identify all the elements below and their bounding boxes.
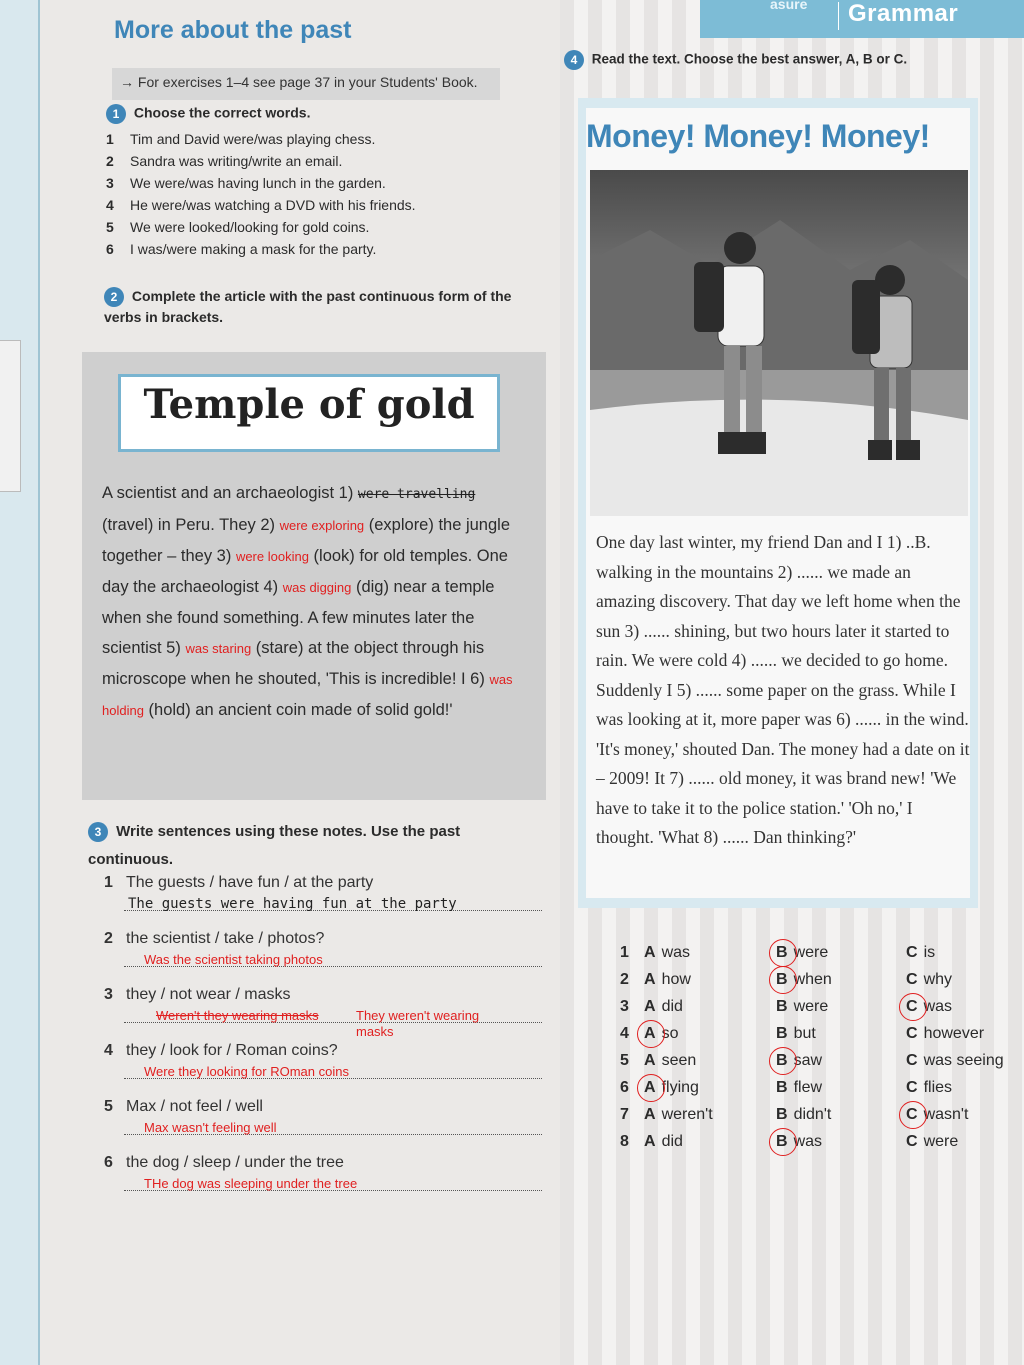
- option-a[interactable]: A how: [644, 971, 691, 988]
- written-answer: The guests were having fun at the party: [128, 896, 457, 912]
- list-item: 6 I was/were making a mask for the party.: [106, 241, 377, 257]
- choice-row: 5 A seen B saw C was seeing: [620, 1052, 1004, 1069]
- exercise-3-list: [104, 874, 544, 1210]
- option-a[interactable]: A so: [644, 1025, 679, 1042]
- written-answer: Max wasn't feeling well: [144, 1120, 277, 1135]
- written-answer: Was the scientist taking photos: [144, 952, 323, 967]
- written-answer: Were they looking for ROman coins: [144, 1064, 349, 1079]
- section-title: Grammar: [848, 0, 959, 27]
- answer-2: were exploring: [279, 518, 365, 533]
- exercise-1: [106, 104, 526, 260]
- crossed-answer: Weren't they wearing masks: [156, 1008, 319, 1023]
- option-c[interactable]: C why: [906, 971, 953, 988]
- written-answer-cont: masks: [356, 1024, 394, 1039]
- written-answer: THe dog was sleeping under the tree: [144, 1176, 358, 1191]
- exercise-2-instruction: [104, 286, 534, 328]
- option-b[interactable]: B were: [776, 944, 829, 961]
- option-b[interactable]: B but: [776, 1025, 816, 1042]
- reference-text: → For exercises 1–4 see page 37 in your Students' Book.: [120, 74, 478, 90]
- choice-row: 8 A did B was C were: [620, 1133, 959, 1150]
- answer-4: was digging: [282, 580, 352, 595]
- exercise-4-instruction: [564, 50, 1004, 70]
- option-a[interactable]: A did: [644, 998, 683, 1015]
- reading-card: [578, 98, 978, 908]
- sentence-item: 4 they / look for / Roman coins? Were they looking for ROman coins: [104, 1042, 544, 1098]
- option-a[interactable]: A was: [644, 944, 691, 961]
- book-edge: [0, 0, 40, 1365]
- exercise-3-instruction: [88, 818, 528, 874]
- exercise-instruction: Write sentences using these notes. Use the past continuous.: [88, 823, 461, 868]
- answer-3: were looking: [235, 549, 309, 564]
- list-item: 3 We were/was having lunch in the garden.: [106, 175, 386, 191]
- exercise-number: 2: [104, 287, 124, 307]
- option-c[interactable]: C was: [906, 998, 953, 1015]
- answer-6: was holding: [102, 672, 513, 718]
- answer-5: was staring: [185, 641, 252, 656]
- choice-row: 3 A did B were C was: [620, 998, 953, 1015]
- option-b[interactable]: B was: [776, 1133, 823, 1150]
- exercise-number: 3: [88, 822, 108, 842]
- exercise-instruction: Choose the correct words.: [133, 104, 311, 121]
- option-c[interactable]: C flies: [906, 1079, 953, 1096]
- choice-row: 6 A flying B flew C flies: [620, 1079, 953, 1096]
- list-item: 2 Sandra was writing/write an email.: [106, 153, 343, 169]
- exercise-list: [106, 128, 526, 260]
- article-title: Temple of gold: [143, 381, 475, 428]
- sentence-item: 6 the dog / sleep / under the tree THe dog was sleeping under the tree: [104, 1154, 544, 1210]
- choice-row: 7 A weren't B didn't C wasn't: [620, 1106, 969, 1123]
- section-header: [700, 0, 1024, 38]
- option-b[interactable]: B saw: [776, 1052, 823, 1069]
- option-b[interactable]: B were: [776, 998, 829, 1015]
- choice-row: 4 A so B but C however: [620, 1025, 985, 1042]
- sentence-item: 3 they / not wear / masks Weren't they wearing masks They weren't wearing masks: [104, 986, 544, 1042]
- article-title-frame: [118, 374, 500, 452]
- choice-row: 1 A was B were C is: [620, 944, 936, 961]
- sentence-item: 2 the scientist / take / photos? Was the scientist taking photos: [104, 930, 544, 986]
- answer-choices: [620, 944, 1020, 1160]
- exercise-number: 4: [564, 50, 584, 70]
- list-item: 4 He were/was watching a DVD with his friends.: [106, 197, 416, 213]
- option-a[interactable]: A seen: [644, 1052, 697, 1069]
- option-b[interactable]: B didn't: [776, 1106, 832, 1123]
- article-box: [82, 352, 546, 800]
- page-tab: [0, 340, 21, 492]
- reading-title: Money! Money! Money!: [586, 118, 930, 154]
- exercise-number: 1: [106, 104, 126, 124]
- choice-row: 2 A how B when C why: [620, 971, 953, 988]
- option-c[interactable]: C were: [906, 1133, 959, 1150]
- list-item: 1 Tim and David were/was playing chess.: [106, 131, 376, 147]
- option-a[interactable]: A did: [644, 1133, 683, 1150]
- option-b[interactable]: B when: [776, 971, 832, 988]
- article-text: A scientist and an archaeologist 1) were travelling (travel) in Peru. They 2) were exploring (explore) the jungle together – they 3) were looking (look) for old temples. One day the archaeologist 4) was digging (dig) near a temple when she found something. A few minutes later the scientist 5) was staring (stare) at the object through his microscope when he shouted, 'This is incredible! I 6) was holding (hold) an ancient coin made of solid gold!': [102, 484, 513, 719]
- option-a[interactable]: A flying: [644, 1079, 699, 1096]
- exercise-instruction: Complete the article with the past continuous form of the verbs in brackets.: [104, 288, 512, 326]
- option-a[interactable]: A weren't: [644, 1106, 713, 1123]
- reading-text: One day last winter, my friend Dan and I 1) ..B. walking in the mountains 2) ...... we made an amazing discovery. That day we left home when the sun 3) ...... shining, but two hours later it started to rain. We were cold 4) ...... we decided to go home. Suddenly I 5) ...... some paper on the grass. While I was looking at it, more paper was 6) ...... in the wind. 'It's money,' shouted Dan. The money had a date on it – 2009! It 7) ...... old money, it was brand new! 'We have to take it to the police station.' 'Oh no,' I thought. 'What 8) ...... Dan thinking?': [596, 532, 970, 847]
- exercise-instruction: Read the text. Choose the best answer, A, B or C.: [591, 51, 908, 67]
- list-item: 5 We were looked/looking for gold coins.: [106, 219, 370, 235]
- hikers-photo: [590, 170, 968, 516]
- reference-bar: [112, 68, 500, 100]
- answer-1: were travelling: [357, 487, 476, 502]
- option-b[interactable]: B flew: [776, 1079, 823, 1096]
- option-c[interactable]: C was seeing: [906, 1052, 1004, 1069]
- option-c[interactable]: C however: [906, 1025, 985, 1042]
- sentence-item: 5 Max / not feel / well Max wasn't feeling well: [104, 1098, 544, 1154]
- page-title: More about the past: [114, 16, 352, 44]
- option-c[interactable]: C is: [906, 944, 936, 961]
- written-answer: They weren't wearing: [356, 1008, 480, 1023]
- sentence-item: 1 The guests / have fun / at the party The guests were having fun at the party: [104, 874, 544, 930]
- header-badge: asure: [770, 0, 808, 12]
- option-c[interactable]: C wasn't: [906, 1106, 969, 1123]
